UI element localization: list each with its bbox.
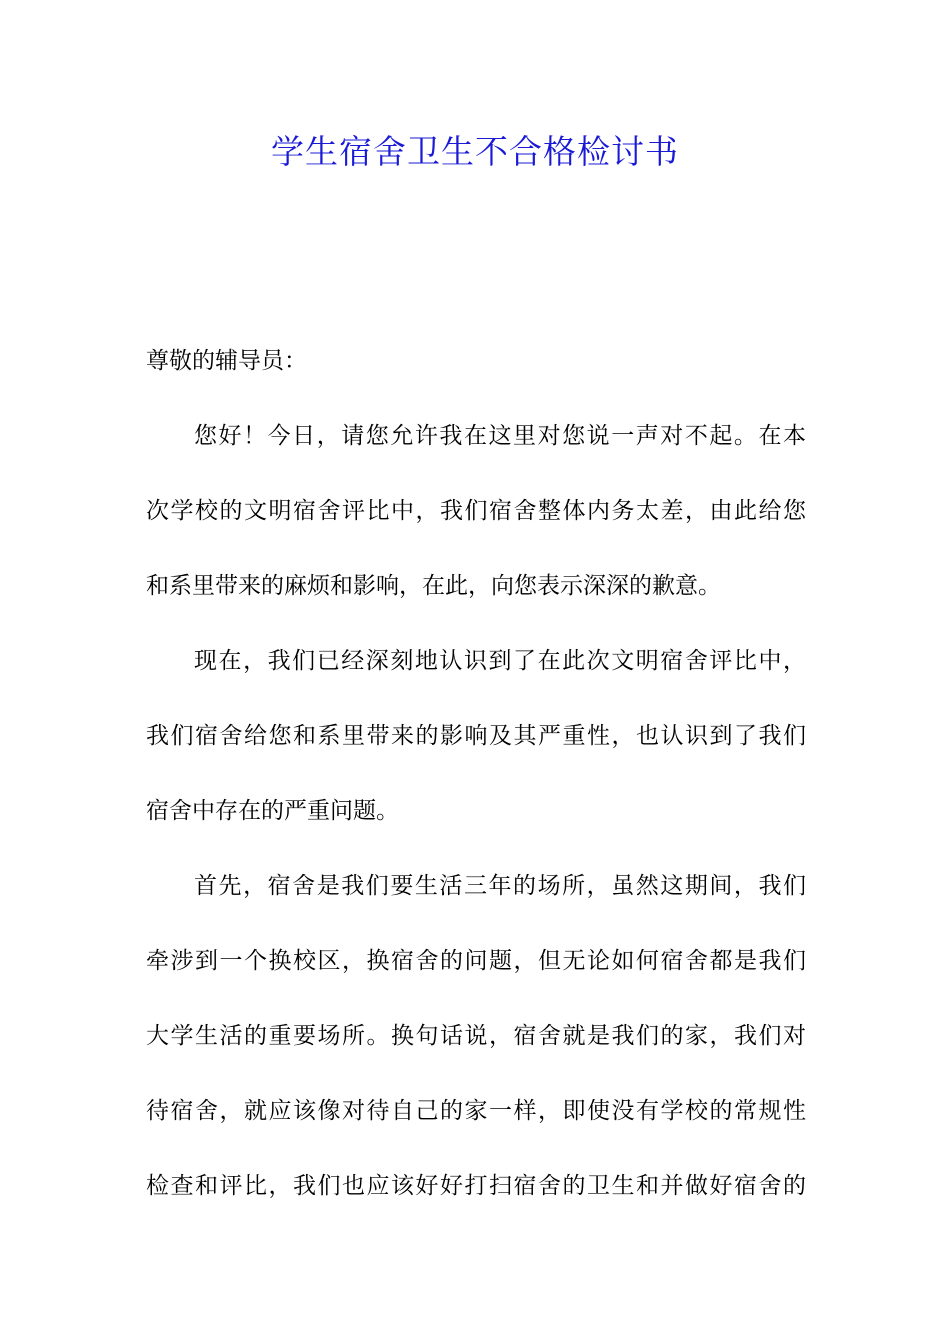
paragraph-line: 宿舍中存在的严重问题。	[146, 798, 399, 824]
paragraph-line: 检查和评比，我们也应该好好打扫宿舍的卫生和并做好宿舍的	[146, 1173, 806, 1199]
paragraph-apology	[146, 411, 806, 611]
paragraph-line: 首先，宿舍是我们要生活三年的场所，虽然这期间，我们	[194, 873, 806, 899]
paragraph-line: 您好！今日，请您允许我在这里对您说一声对不起。在本	[194, 423, 806, 449]
paragraph-recognition	[146, 636, 806, 836]
paragraph-line: 现在，我们已经深刻地认识到了在此次文明宿舍评比中，	[194, 648, 806, 674]
paragraph-line: 和系里带来的麻烦和影响，在此，向您表示深深的歉意。	[146, 573, 721, 599]
paragraph-line: 大学生活的重要场所。换句话说，宿舍就是我们的家，我们对	[146, 1023, 806, 1049]
paragraph-line: 我们宿舍给您和系里带来的影响及其严重性，也认识到了我们	[146, 723, 806, 749]
paragraph-first-point	[146, 861, 806, 1236]
document-title: 学生宿舍卫生不合格检讨书	[271, 132, 679, 171]
salutation: 尊敬的辅导员：	[146, 348, 307, 374]
document-body	[146, 336, 806, 1236]
paragraph-line: 待宿舍，就应该像对待自己的家一样，即使没有学校的常规性	[146, 1098, 806, 1124]
paragraph-line: 牵涉到一个换校区，换宿舍的问题，但无论如何宿舍都是我们	[146, 948, 806, 974]
paragraph-line: 次学校的文明宿舍评比中，我们宿舍整体内务太差，由此给您	[146, 498, 806, 524]
